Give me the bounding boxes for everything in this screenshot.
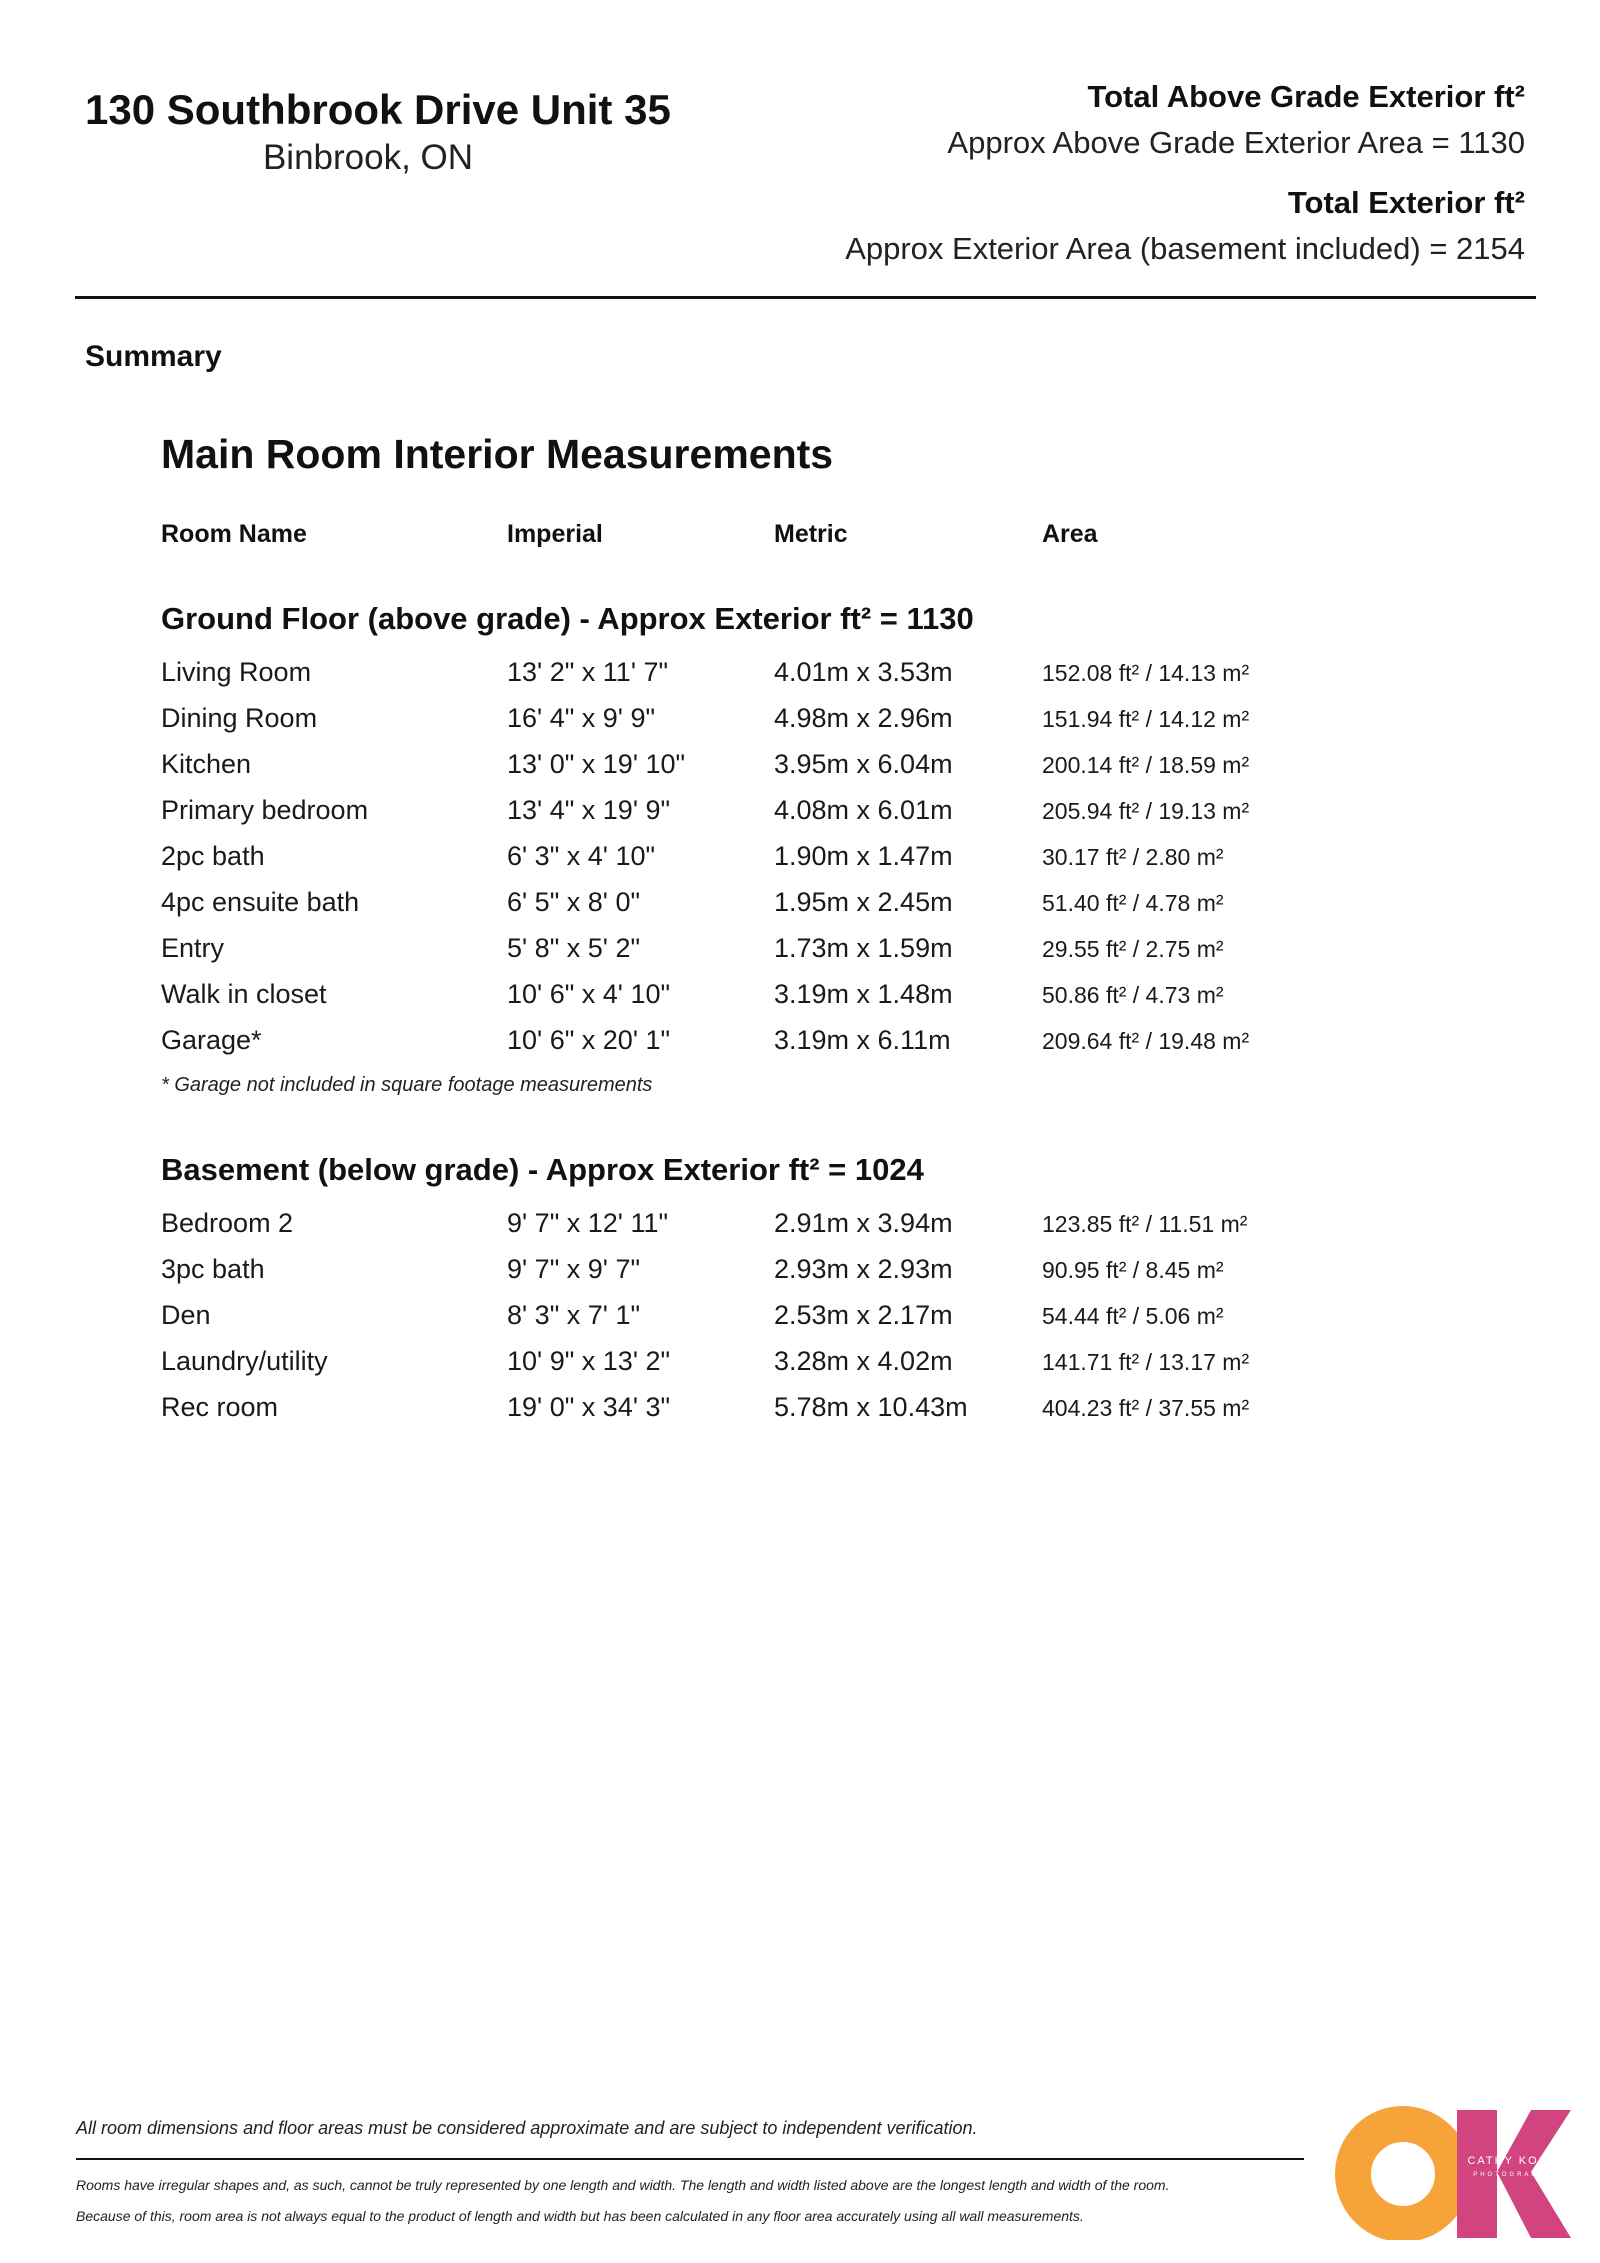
table-row: [0, 887, 1600, 933]
table-row: [0, 1392, 1600, 1438]
room-name: 4pc ensuite bath: [161, 887, 360, 917]
total-exterior-heading: Total Exterior ft²: [1287, 185, 1525, 220]
property-address: 130 Southbrook Drive Unit 35: [85, 86, 671, 133]
room-imperial: 9' 7" x 9' 7": [507, 1254, 641, 1284]
summary-label: Summary: [85, 340, 222, 373]
column-area: Area: [1042, 520, 1098, 548]
room-area: 54.44 ft² / 5.06 m²: [1042, 1303, 1224, 1329]
table-row: [0, 1208, 1600, 1254]
table-row: [0, 933, 1600, 979]
room-metric: 5.78m x 10.43m: [774, 1392, 968, 1422]
total-exterior-text: Approx Exterior Area (basement included) = 2154: [845, 231, 1525, 266]
above-grade-heading: Total Above Grade Exterior ft²: [1087, 79, 1525, 114]
room-area: 151.94 ft² / 14.12 m²: [1042, 706, 1250, 732]
room-area: 30.17 ft² / 2.80 m²: [1042, 844, 1224, 870]
room-name: Garage*: [161, 1025, 262, 1055]
room-metric: 2.93m x 2.93m: [774, 1254, 953, 1284]
room-imperial: 6' 5" x 8' 0": [507, 887, 641, 917]
room-name: 2pc bath: [161, 841, 265, 871]
room-metric: 3.19m x 1.48m: [774, 979, 953, 1009]
room-imperial: 8' 3" x 7' 1": [507, 1300, 641, 1330]
room-name: 3pc bath: [161, 1254, 265, 1284]
room-imperial: 9' 7" x 12' 11": [507, 1208, 669, 1238]
room-area: 200.14 ft² / 18.59 m²: [1042, 752, 1250, 778]
ok-logo-mark: [1335, 2100, 1575, 2240]
room-area: 404.23 ft² / 37.55 m²: [1042, 1395, 1250, 1421]
room-area: 50.86 ft² / 4.73 m²: [1042, 982, 1224, 1008]
table-row: [0, 1254, 1600, 1300]
room-area: 123.85 ft² / 11.51 m²: [1042, 1211, 1248, 1237]
room-name: Dining Room: [161, 703, 318, 733]
cathy-koop-logo: [1335, 2100, 1575, 2240]
room-imperial: 13' 0" x 19' 10": [507, 749, 686, 779]
footer-note-line2: Because of this, room area is not always equal to the product of length and width but has been calculated in any floor area accurately using all wall measurements.: [76, 2208, 1084, 2224]
room-name: Living Room: [161, 657, 312, 687]
room-name: Rec room: [161, 1392, 279, 1422]
table-row: [0, 657, 1600, 703]
table-row: [0, 749, 1600, 795]
footer-note-line1: Rooms have irregular shapes and, as such, cannot be truly represented by one length and width. The length and width listed above are the longest length and width of the room.: [76, 2177, 1170, 2193]
room-imperial: 16' 4" x 9' 9": [507, 703, 656, 733]
room-imperial: 19' 0" x 34' 3": [507, 1392, 671, 1422]
ground-floor-title: Ground Floor (above grade) - Approx Exterior ft² = 1130: [161, 601, 974, 636]
room-metric: 3.95m x 6.04m: [774, 749, 953, 779]
room-imperial: 10' 6" x 4' 10": [507, 979, 671, 1009]
table-row: [0, 795, 1600, 841]
room-metric: 1.73m x 1.59m: [774, 933, 953, 963]
room-name: Primary bedroom: [161, 795, 369, 825]
room-metric: 1.95m x 2.45m: [774, 887, 953, 917]
room-area: 51.40 ft² / 4.78 m²: [1042, 890, 1224, 916]
room-imperial: 10' 6" x 20' 1": [507, 1025, 671, 1055]
room-area: 209.64 ft² / 19.48 m²: [1042, 1028, 1250, 1054]
column-metric: Metric: [774, 520, 848, 548]
logo-letter-o: [1353, 2124, 1453, 2224]
table-row: [0, 1346, 1600, 1392]
room-metric: 1.90m x 1.47m: [774, 841, 953, 871]
main-title: Main Room Interior Measurements: [161, 431, 834, 477]
room-metric: 3.28m x 4.02m: [774, 1346, 953, 1376]
garage-footnote: * Garage not included in square footage measurements: [161, 1074, 653, 1096]
room-metric: 2.53m x 2.17m: [774, 1300, 953, 1330]
table-row: [0, 1300, 1600, 1346]
table-row: [0, 979, 1600, 1025]
room-metric: 3.19m x 6.11m: [774, 1025, 951, 1055]
room-area: 141.71 ft² / 13.17 m²: [1042, 1349, 1250, 1375]
room-imperial: 6' 3" x 4' 10": [507, 841, 656, 871]
property-city: Binbrook, ON: [262, 138, 474, 177]
footer-divider: [76, 2158, 1304, 2160]
header-divider: [75, 296, 1536, 299]
room-metric: 2.91m x 3.94m: [774, 1208, 953, 1238]
room-metric: 4.08m x 6.01m: [774, 795, 953, 825]
column-room-name: Room Name: [161, 520, 307, 548]
room-imperial: 5' 8" x 5' 2": [507, 933, 641, 963]
room-metric: 4.01m x 3.53m: [774, 657, 953, 687]
above-grade-text: Approx Above Grade Exterior Area = 1130: [947, 125, 1525, 160]
room-name: Entry: [161, 933, 225, 963]
room-imperial: 13' 2" x 11' 7": [507, 657, 669, 687]
table-row: [0, 841, 1600, 887]
room-area: 29.55 ft² / 2.75 m²: [1042, 936, 1224, 962]
room-name: Bedroom 2: [161, 1208, 294, 1238]
table-row: [0, 1025, 1600, 1071]
disclaimer: All room dimensions and floor areas must be considered approximate and are subject to independent verification.: [76, 2118, 978, 2138]
room-name: Laundry/utility: [161, 1346, 328, 1376]
logo-text-line2: PHOTOGRAPHY: [1473, 2172, 1553, 2178]
room-name: Kitchen: [161, 749, 252, 779]
room-imperial: 13' 4" x 19' 9": [507, 795, 671, 825]
room-area: 90.95 ft² / 8.45 m²: [1042, 1257, 1224, 1283]
basement-title: Basement (below grade) - Approx Exterior ft² = 1024: [161, 1152, 924, 1187]
room-name: Den: [161, 1300, 211, 1330]
room-name: Walk in closet: [161, 979, 327, 1009]
column-imperial: Imperial: [507, 520, 603, 548]
room-area: 205.94 ft² / 19.13 m²: [1042, 798, 1250, 824]
room-imperial: 10' 9" x 13' 2": [507, 1346, 671, 1376]
table-row: [0, 703, 1600, 749]
logo-text-line1: CATHY KOOP: [1467, 2155, 1559, 2167]
room-area: 152.08 ft² / 14.13 m²: [1042, 660, 1250, 686]
room-metric: 4.98m x 2.96m: [774, 703, 953, 733]
